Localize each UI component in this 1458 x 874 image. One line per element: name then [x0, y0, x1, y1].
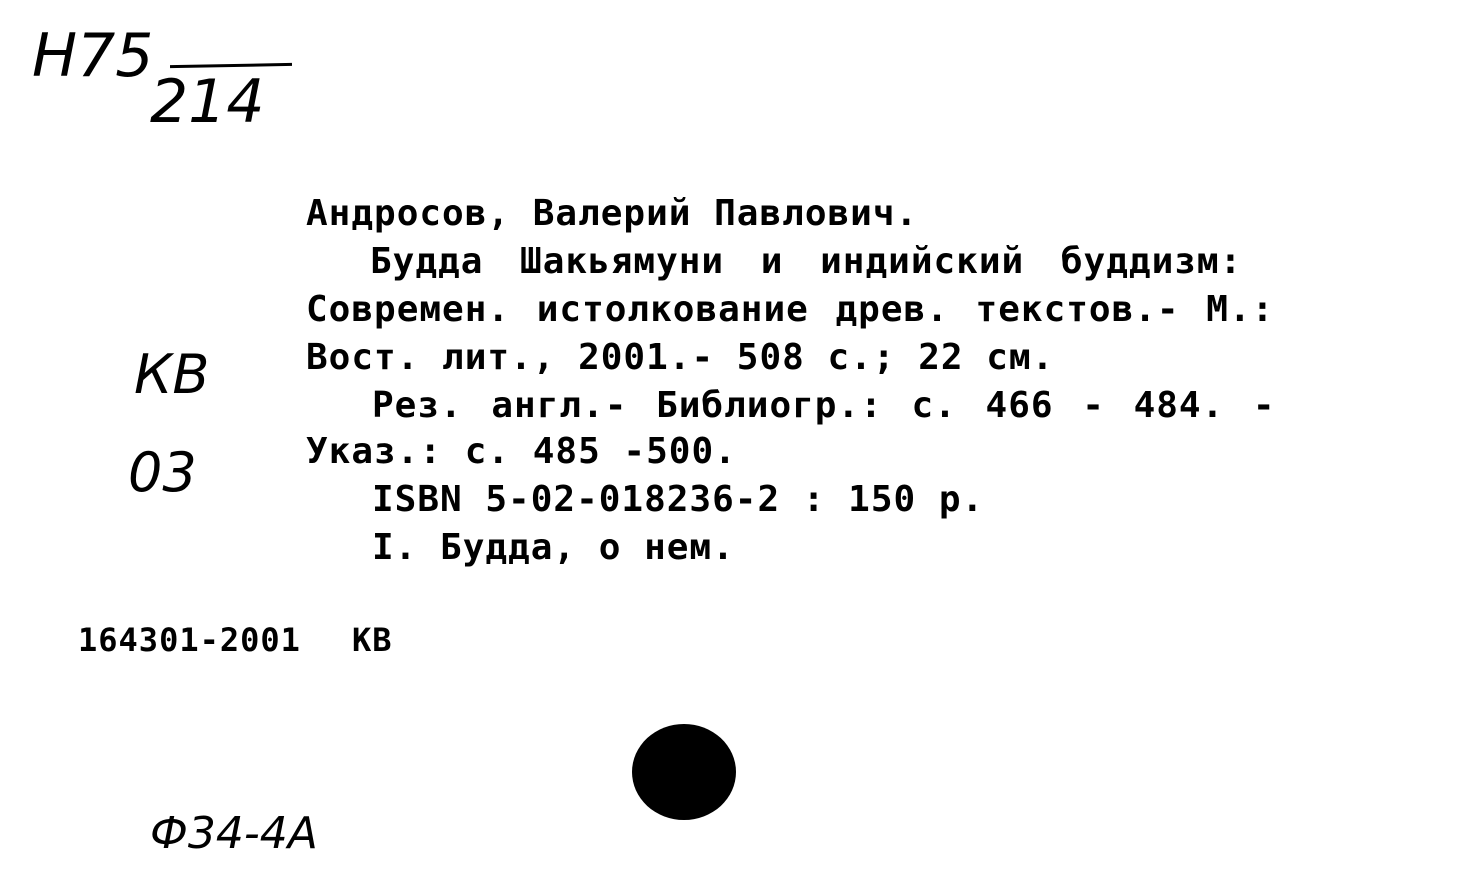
record-title-line2: Современ. истолкование древ. текстов.- М.:	[306, 289, 1275, 330]
location-code-line2: 03	[128, 441, 197, 504]
record-notes-line2: Указ.: с. 485 -500.	[306, 431, 737, 472]
record-author: Андросов, Валерий Павлович.	[306, 193, 919, 234]
location-code-line1: КВ	[134, 343, 210, 406]
inventory-code: КВ	[352, 621, 393, 659]
record-notes-line1: Рез. англ.- Библиогр.: с. 466 - 484. -	[372, 385, 1276, 426]
record-title-line3: Вост. лит., 2001.- 508 с.; 22 см.	[306, 337, 1055, 378]
card-punch-hole	[632, 724, 736, 820]
inventory-number: 164301-2001	[78, 621, 301, 659]
record-title-line1: Будда Шакьямуни и индийский буддизм:	[370, 241, 1243, 282]
shelfmark-bottom: 214	[150, 67, 265, 137]
record-subject: I. Будда, о нем.	[372, 527, 735, 568]
shelfmark-top: Н75	[32, 21, 154, 91]
footer-handwritten-code: Ф34-4А	[150, 808, 318, 859]
record-isbn: ISBN 5-02-018236-2 : 150 р.	[372, 479, 985, 520]
